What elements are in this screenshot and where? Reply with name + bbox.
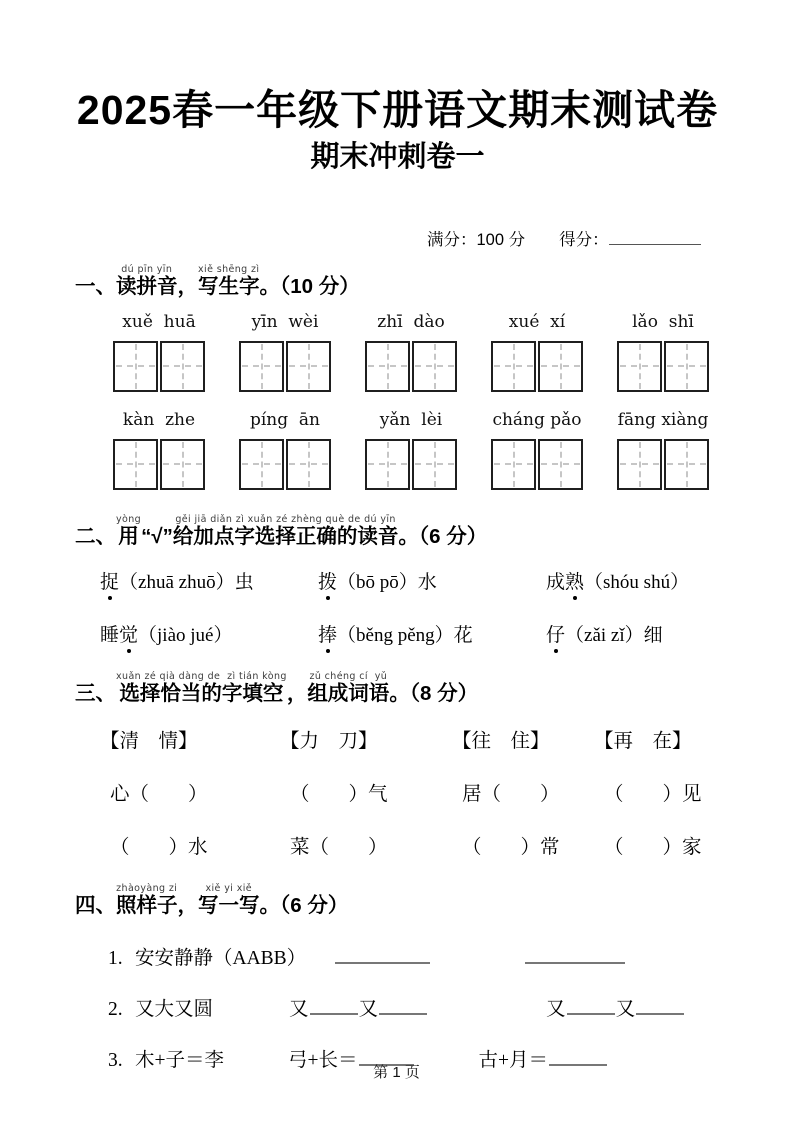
- word-column: [489, 312, 585, 392]
- item-text: 又: [358, 998, 379, 1020]
- heading-pinyin: zǔ chéng cí yǔ: [309, 671, 388, 683]
- dotted-char: 熟: [565, 567, 584, 594]
- heading-text: 照样子: [116, 894, 178, 918]
- pronunciation-item: [546, 620, 720, 647]
- page-number: 第 1 页: [373, 1064, 420, 1081]
- heading-pinyin: yòng: [116, 513, 142, 525]
- word-column: [237, 410, 333, 490]
- answer-blank: [310, 993, 358, 1015]
- pronunciation-item: [100, 567, 318, 594]
- score-label: 得分：: [559, 231, 609, 250]
- writing-box: [491, 439, 536, 490]
- full-score-label: 满分：100 分: [427, 231, 526, 250]
- score-field: [559, 226, 701, 250]
- writing-box: [160, 439, 205, 490]
- writing-box: [412, 341, 457, 392]
- heading-text: 。（6 分）: [259, 894, 349, 918]
- heading-segment: [389, 671, 478, 707]
- spacer: [213, 1014, 289, 1015]
- item-text: 又: [615, 998, 636, 1020]
- char-option-group: 【再 在】: [594, 731, 692, 753]
- char-options-row: [100, 725, 720, 753]
- dotted-char: 拨: [318, 567, 337, 594]
- dotted-char: 觉: [119, 620, 138, 647]
- word-column: [111, 410, 207, 490]
- word-column: [615, 410, 711, 490]
- heading-text: ，: [177, 894, 198, 918]
- heading-text: 三、: [75, 682, 116, 706]
- pinyin-word: yǎn lèi: [379, 409, 443, 430]
- pinyin-word: fāng xiàng: [617, 409, 709, 430]
- pronunciation-item: [546, 567, 720, 594]
- score-row: [427, 226, 720, 250]
- heading-segment: [116, 514, 141, 550]
- heading-text: 给加点字选择正确的读音: [172, 524, 399, 548]
- heading-segment: [75, 883, 116, 919]
- pronunciation-item: [100, 620, 318, 647]
- spacer: [431, 963, 524, 964]
- section-heading: [75, 514, 720, 550]
- heading-text: 。（6 分）: [398, 524, 488, 548]
- heading-segment: [75, 514, 116, 550]
- item-text: （zǎi zǐ）细: [565, 625, 663, 647]
- fill-blank-row: [100, 778, 720, 806]
- writing-box: [286, 439, 331, 490]
- heading-segment: [198, 883, 260, 919]
- item-text: （běng pěng）花: [337, 625, 473, 647]
- writing-box: [538, 439, 583, 490]
- fill-blank-item: （ ）水: [110, 837, 208, 859]
- char-option-group: 【往 住】: [452, 731, 550, 753]
- spacer: [306, 963, 334, 964]
- heading-pinyin: xuǎn zé qià dàng de zì tián kòng: [116, 671, 287, 683]
- writing-box-pair: [491, 341, 583, 392]
- heading-segment: [75, 264, 116, 300]
- answer-blank: [636, 993, 684, 1015]
- fill-blank-item: 菜（ ）: [290, 837, 388, 859]
- exam-title: 2025春一年级下册语文期末测试卷: [76, 87, 719, 133]
- pronunciation-item: [318, 567, 546, 594]
- heading-text: ，: [286, 682, 308, 706]
- writing-box: [664, 341, 709, 392]
- item-text: （zhuā zhuō）虫: [119, 572, 254, 594]
- pronunciation-row: [100, 620, 720, 647]
- writing-box: [664, 439, 709, 490]
- pronunciation-row: [100, 567, 720, 594]
- heading-segment: [287, 671, 308, 707]
- heading-text: 选择恰当的字填空: [119, 682, 284, 706]
- heading-text: 二、: [75, 524, 116, 548]
- fill-blank-item: （ ）家: [604, 837, 702, 859]
- item-text: 又: [546, 998, 566, 1020]
- heading-text: 读拼音: [116, 275, 178, 299]
- pinyin-word: yīn wèi: [251, 311, 319, 332]
- pronunciation-item: [318, 620, 546, 647]
- heading-segment: [307, 671, 389, 707]
- writing-box: [491, 341, 536, 392]
- fill-blank-item: 心（ ）: [110, 784, 208, 806]
- section-s3: [75, 671, 720, 859]
- heading-text: 写一写: [198, 894, 260, 918]
- section-s1: [75, 264, 720, 490]
- char-option-group: 【清 情】: [100, 731, 198, 753]
- heading-pinyin: gěi jiā diǎn zì xuǎn zé zhèng què de dú yīn: [175, 513, 396, 525]
- word-column: [489, 410, 585, 490]
- writing-box: [239, 439, 284, 490]
- writing-box-pair: [365, 341, 457, 392]
- heading-text: 写生字: [198, 275, 260, 299]
- writing-box: [412, 439, 457, 490]
- item-text: 木+子＝李: [135, 1049, 224, 1071]
- answer-blank: [525, 942, 625, 964]
- dotted-char: 捧: [318, 620, 337, 647]
- pinyin-word: cháng pǎo: [492, 409, 582, 430]
- writing-box-pair: [365, 439, 457, 490]
- item-number: 2.: [108, 998, 123, 1020]
- fill-blank-item: 居（ ）: [462, 784, 560, 806]
- writing-box-pair: [113, 439, 205, 490]
- score-blank: [609, 228, 701, 246]
- char-option-group: 【力 刀】: [280, 731, 378, 753]
- pinyin-word: kàn zhe: [122, 409, 196, 430]
- writing-box: [160, 341, 205, 392]
- dotted-char: 仔: [546, 620, 565, 647]
- pinyin-word: lǎo shī: [632, 311, 694, 332]
- heading-text: 四、: [75, 894, 116, 918]
- writing-box-pair: [491, 439, 583, 490]
- item-text: 成: [546, 572, 566, 594]
- fill-blank-item: （ ）气: [290, 784, 388, 806]
- writing-box-pair: [617, 439, 709, 490]
- dotted-char: 捉: [100, 567, 119, 594]
- item-text: （bō pō）水: [337, 572, 437, 594]
- writing-box: [538, 341, 583, 392]
- item-number: 1.: [108, 947, 123, 969]
- heading-segment: [116, 671, 287, 707]
- writing-box: [617, 341, 662, 392]
- heading-pinyin: zhàoyàng zi: [116, 883, 178, 895]
- fill-blank-row: [100, 831, 720, 859]
- writing-box: [365, 439, 410, 490]
- item-text: （jiào jué）: [138, 625, 233, 647]
- heading-segment: [116, 264, 178, 300]
- section-s4: [75, 883, 720, 1072]
- heading-segment: [398, 514, 487, 550]
- item-text: 睡: [100, 625, 120, 647]
- heading-segment: [75, 671, 116, 707]
- heading-segment: [260, 264, 360, 300]
- pinyin-word: zhī dào: [377, 311, 445, 332]
- answer-blank: [335, 942, 430, 964]
- item-text: 弓+长＝: [288, 1049, 358, 1071]
- heading-segment: [260, 883, 349, 919]
- fill-blank-item: （ ）常: [462, 837, 560, 859]
- word-column: [111, 312, 207, 392]
- writing-box: [239, 341, 284, 392]
- exam-subtitle: 期末冲刺卷一: [310, 140, 485, 173]
- word-column: [237, 312, 333, 392]
- section-heading: [75, 264, 720, 300]
- item-number: 3.: [108, 1049, 123, 1071]
- answer-blank: [379, 993, 427, 1015]
- section-s2: [75, 514, 720, 648]
- heading-text: 一、: [75, 275, 116, 299]
- writing-box-pair: [239, 439, 331, 490]
- heading-segment: [198, 264, 260, 300]
- pinyin-word: píng ān: [249, 409, 321, 430]
- heading-text: ，: [177, 275, 198, 299]
- spacer: [428, 1014, 546, 1015]
- item-text: 古+月＝: [478, 1049, 548, 1071]
- heading-text: 。（8 分）: [389, 682, 479, 706]
- writing-box-pair: [617, 341, 709, 392]
- writing-box: [113, 341, 158, 392]
- pinyin-word: xuě huā: [122, 311, 196, 332]
- item-text: 又大又圆: [135, 998, 214, 1020]
- item-text: 安安静静（AABB）: [135, 947, 307, 969]
- heading-text: 用: [118, 524, 139, 548]
- word-column: [363, 410, 459, 490]
- heading-pinyin: dú pīn yīn: [121, 264, 173, 276]
- heading-segment: [141, 514, 173, 550]
- answer-blank: [567, 993, 615, 1015]
- writing-box: [286, 341, 331, 392]
- heading-text: “√”: [141, 524, 173, 548]
- fill-blank-item: （ ）见: [604, 784, 702, 806]
- example-item-row: [108, 942, 720, 970]
- item-text: 又: [289, 998, 309, 1020]
- writing-box: [113, 439, 158, 490]
- example-item-row: [108, 993, 720, 1021]
- section-heading: [75, 883, 720, 919]
- pinyin-word: xué xí: [508, 311, 566, 332]
- heading-pinyin: xiě yi xiě: [205, 883, 252, 895]
- word-column: [615, 312, 711, 392]
- writing-box-pair: [239, 341, 331, 392]
- heading-segment: [173, 514, 399, 550]
- heading-segment: [178, 883, 199, 919]
- writing-words-row: [111, 410, 711, 490]
- heading-pinyin: xiě shēng zì: [198, 264, 260, 276]
- writing-box: [365, 341, 410, 392]
- item-text: （shóu shú）: [584, 572, 690, 594]
- section-heading: [75, 671, 720, 707]
- writing-box: [617, 439, 662, 490]
- sections-container: [75, 264, 720, 1071]
- writing-box-pair: [113, 341, 205, 392]
- writing-words-row: [111, 312, 711, 392]
- heading-segment: [116, 883, 178, 919]
- heading-text: 组成词语: [307, 682, 390, 706]
- heading-text: 。（10 分）: [259, 275, 360, 299]
- heading-segment: [178, 264, 199, 300]
- word-column: [363, 312, 459, 392]
